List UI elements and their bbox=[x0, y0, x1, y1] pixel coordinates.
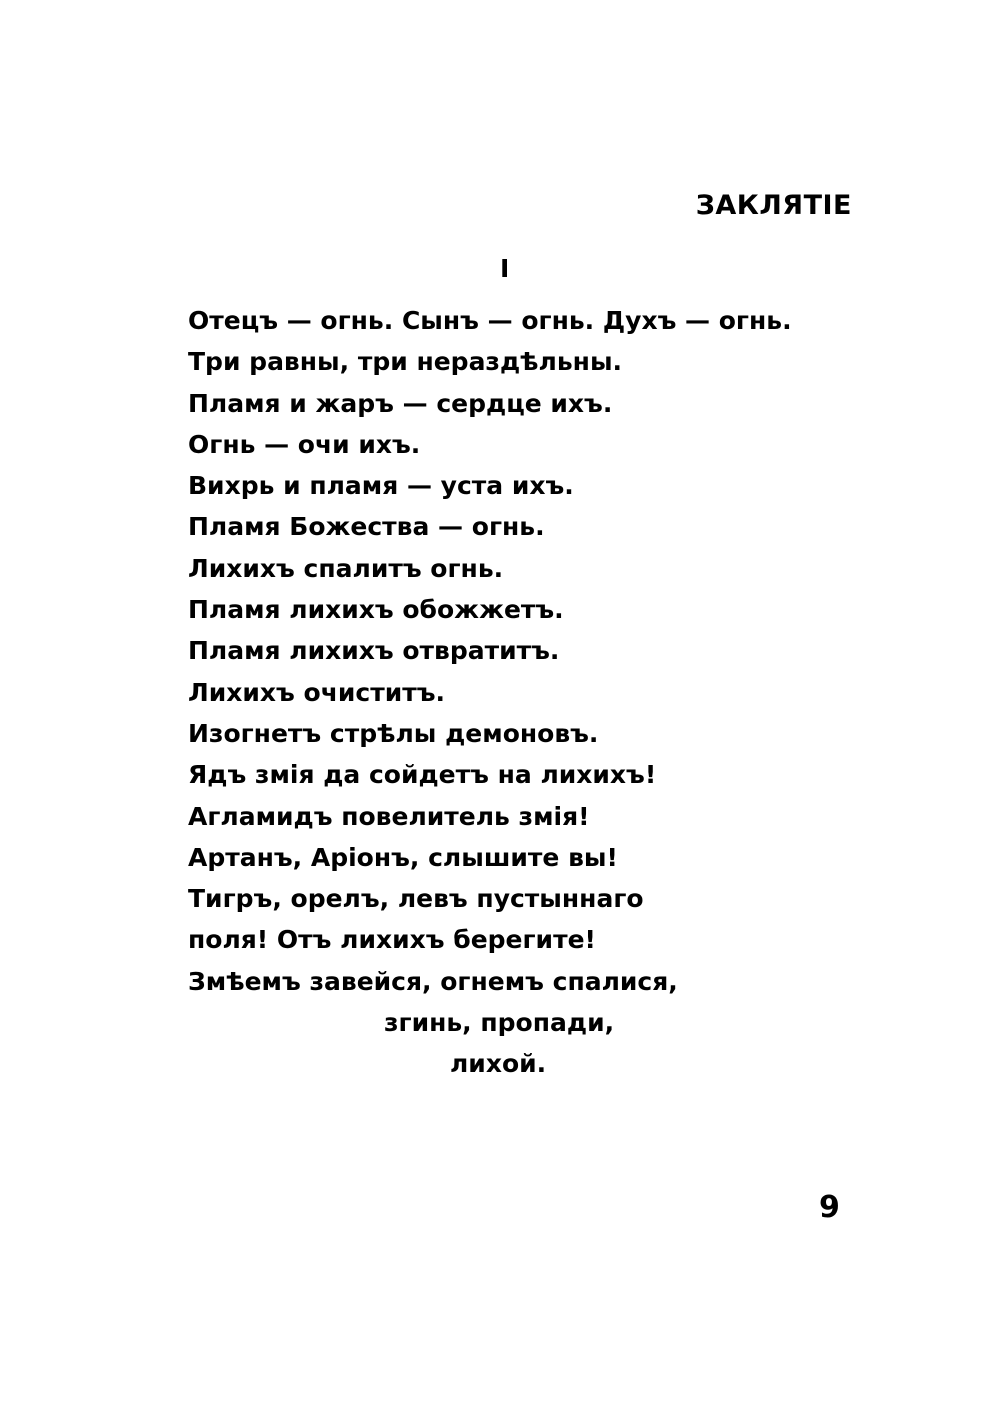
page-number: 9 bbox=[819, 1190, 840, 1225]
poem-line: Изогнетъ стрѣлы демоновъ. bbox=[188, 718, 599, 748]
poem-line: Отецъ — огнь. Сынъ — огнь. Духъ — огнь. bbox=[188, 306, 792, 335]
poem-line: Тигръ, орелъ, левъ пустыннаго bbox=[188, 884, 644, 914]
poem-line-indented: лихой. bbox=[450, 1049, 547, 1079]
poem-line: Лихихъ очиститъ. bbox=[188, 677, 445, 707]
poem-line: Огнь — очи ихъ. bbox=[188, 429, 421, 459]
poem-line: Три равны, три нераздѣльны. bbox=[188, 347, 623, 377]
poem-line-indented: згинь, пропади, bbox=[384, 1008, 615, 1038]
section-number: I bbox=[500, 254, 510, 283]
poem-body bbox=[188, 300, 848, 1085]
poem-line: поля! Отъ лихихъ берегите! bbox=[188, 925, 596, 955]
poem-line: Пламя Божества — огнь. bbox=[188, 512, 545, 542]
poem-title: ЗАКЛЯТIЕ bbox=[695, 190, 852, 221]
poem-line: Пламя и жаръ — сердце ихъ. bbox=[188, 388, 613, 418]
poem-line: Вихрь и пламя — уста ихъ. bbox=[188, 471, 574, 501]
poem-line: Пламя лихихъ отвратитъ. bbox=[188, 636, 560, 666]
poem-line: Пламя лихихъ обожжетъ. bbox=[188, 595, 564, 625]
poem-line: Агламидъ повелитель змія! bbox=[188, 801, 590, 831]
poem-line: Ядъ змія да сойдетъ на лихихъ! bbox=[188, 760, 657, 790]
poem-line: Лихихъ спалитъ огнь. bbox=[188, 553, 504, 583]
poem-line: Змѣемъ завейся, огнемъ спалися, bbox=[188, 966, 678, 996]
poem-line: Артанъ, Арiонъ, слышите вы! bbox=[188, 842, 618, 872]
